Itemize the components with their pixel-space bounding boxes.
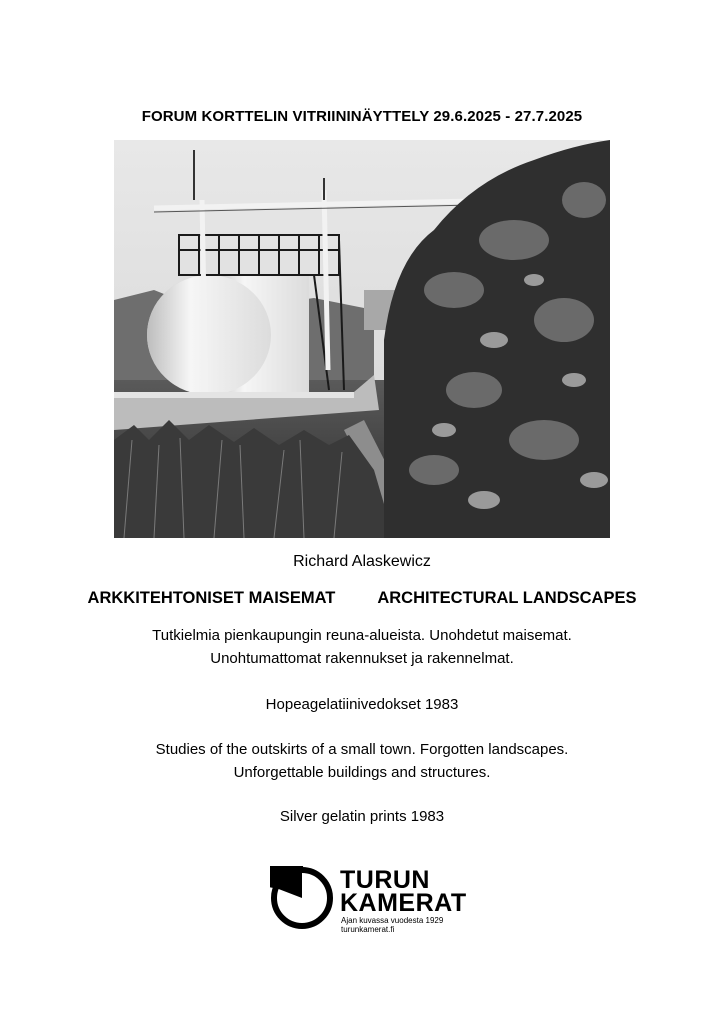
camera-aperture-icon: [270, 866, 334, 930]
english-medium: Silver gelatin prints 1983: [279, 808, 445, 825]
photo-illustration: [114, 140, 610, 538]
english-description: [0, 738, 724, 784]
finnish-description: [0, 624, 724, 670]
exhibition-header: FORUM KORTTELIN VITRIININÄYTTELY 29.6.2025 - 27.7.2025: [141, 108, 583, 125]
logo-tagline-text: Ajan kuvassa vuodesta 1929: [341, 916, 444, 925]
title-finnish: ARKKITEHTONISET MAISEMAT: [87, 589, 336, 607]
logo-tagline: [341, 916, 443, 934]
english-line-2: Unforgettable buildings and structures.: [233, 764, 491, 781]
finnish-line-2: Unohtumattomat rakennukset ja rakennelmat.: [210, 650, 514, 667]
title-english: ARCHITECTURAL LANDSCAPES: [377, 589, 637, 607]
logo-line-2: KAMERAT: [340, 889, 467, 917]
exhibition-photo: [114, 140, 610, 538]
artist-name: Richard Alaskewicz: [293, 553, 431, 570]
logo-url: turunkamerat.fi: [341, 925, 395, 934]
turun-kamerat-logo: [270, 866, 470, 938]
exhibition-titles: [0, 589, 724, 608]
finnish-medium: Hopeagelatiinivedokset 1983: [265, 696, 459, 713]
logo-wordmark: [340, 866, 467, 917]
finnish-line-1: Tutkielmia pienkaupungin reuna-alueista. Unohdetut maisemat.: [152, 627, 572, 644]
english-line-1: Studies of the outskirts of a small town. Forgotten landscapes.: [155, 741, 569, 758]
logo-line-1: TURUN: [340, 866, 430, 894]
